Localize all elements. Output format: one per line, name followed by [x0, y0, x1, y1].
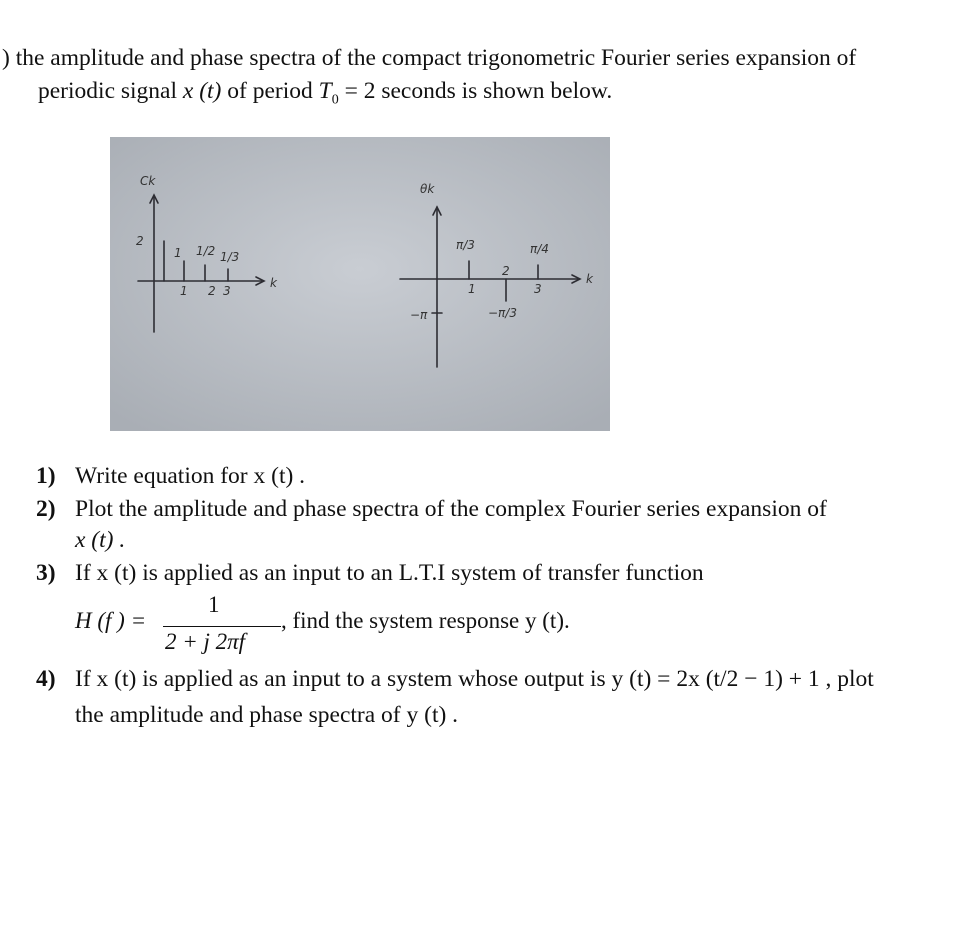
phase-axis-label: θk [420, 182, 435, 196]
amp-x-tick-3: 3 [223, 284, 231, 298]
intro-line-2: periodic signal x (t) of period $T_0 = 2$ seconds is shown below. [38, 78, 613, 108]
transfer-tail: , find the system response y (t). [281, 608, 570, 633]
problem-intro [2, 42, 962, 117]
phase-y-tick: −π [410, 308, 428, 322]
transfer-denominator: 2 + j 2πf [165, 629, 246, 654]
spectra-photo [110, 137, 610, 431]
amp-x-tick-1: 1 [180, 284, 188, 298]
amp-axis-label: Ck [140, 174, 156, 188]
phase-x-tick-1: 1 [468, 282, 476, 296]
transfer-lhs: H (f ) = [75, 608, 147, 633]
amp-top-label-2: 1/2 [196, 244, 216, 258]
intro-line-1: ) the amplitude and phase spectra of the compact trigonometric Fourier series expansion of [2, 45, 857, 71]
amp-top-label-3: 1/3 [220, 250, 240, 264]
amp-y-tick: 2 [136, 234, 144, 248]
transfer-function [75, 594, 675, 658]
phase-x-label: k [586, 272, 593, 286]
phase-low-label: −π/3 [488, 306, 517, 320]
phase-top-label-1: π/3 [456, 238, 475, 252]
amp-x-label: k [270, 276, 277, 290]
amp-x-tick-2: 2 [208, 284, 216, 298]
phase-x-tick-3: 3 [534, 282, 542, 296]
fraction-bar [163, 626, 281, 627]
amp-top-label-1: 1 [174, 246, 182, 260]
transfer-numerator: 1 [208, 592, 220, 617]
phase-x-tick-2: 2 [502, 264, 510, 278]
phase-top-label-2: π/4 [530, 242, 549, 256]
